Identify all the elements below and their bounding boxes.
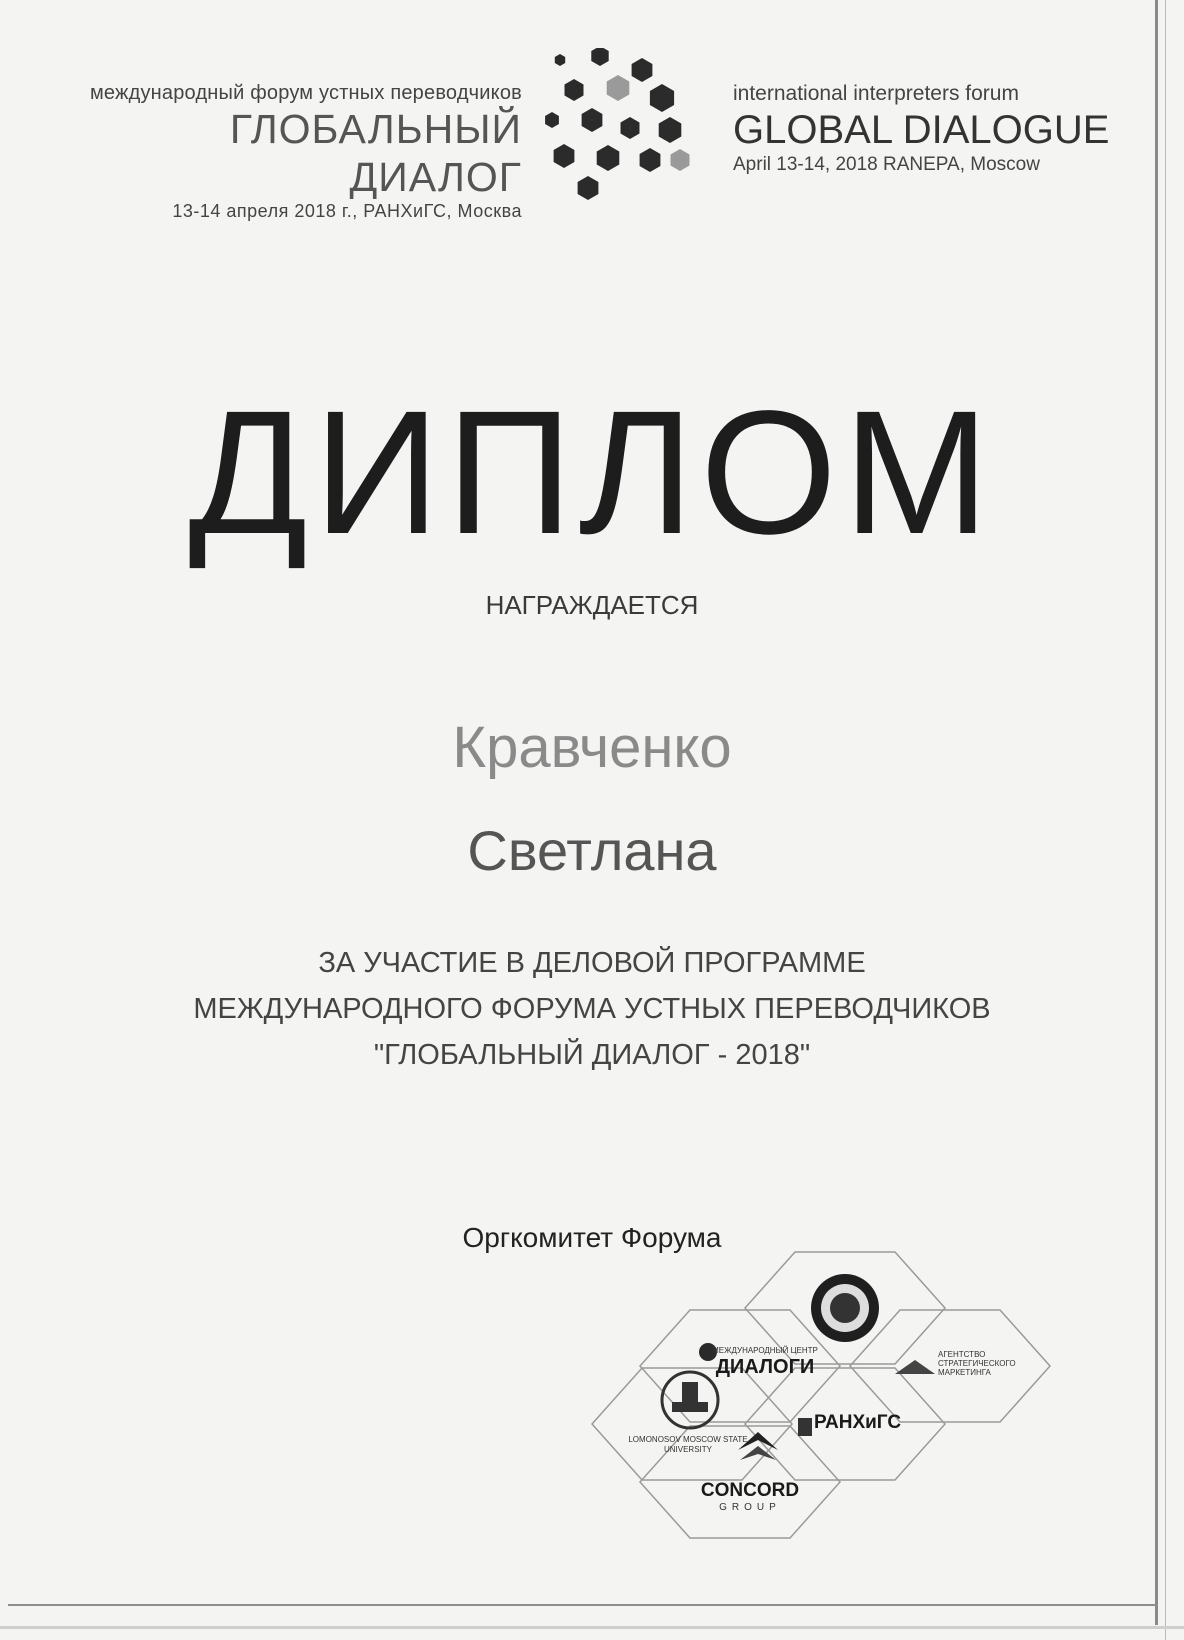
header-ru-date: 13-14 апреля 2018 г., РАНХиГС, Москва [172,201,522,221]
partner-logos [590,1250,1070,1580]
frame-line-right [1155,0,1158,1625]
dialogi-subtitle: МЕЖДУНАРОДНЫЙ ЦЕНТР [712,1346,818,1355]
forum-hexagon-logo-icon [530,48,710,208]
organizing-committee-signature: Оргкомитет Форума [462,1222,722,1253]
logo-hexagon-cell [659,117,682,143]
frame-line-bottom [8,1604,1158,1606]
logo-hexagon-cell [565,79,584,101]
logo-hexagon-cell [545,112,559,128]
reason-line-2: МЕЖДУНАРОДНОГО ФОРУМА УСТНЫХ ПЕРЕВОДЧИКОВ [193,993,991,1025]
logo-hexagon-cell [597,145,620,171]
recipient-surname: Кравченко [452,715,732,780]
header-ru-subtitle: международный форум устных переводчиков [89,82,522,104]
logo-hexagon-cell [632,58,653,82]
logo-hexagon-cell [591,48,608,66]
logo-hexagon-cell [671,149,690,171]
dialogi-name: ДИАЛОГИ [715,1356,815,1378]
awarded-label: НАГРАЖДАЕТСЯ [485,590,699,620]
logo-hexagon-cell [607,75,630,101]
logo-hexagon-cell [582,108,603,132]
frame-line-bottom-outer [0,1626,1184,1629]
header-en-subtitle: international interpreters forum [733,82,1019,105]
logo-hexagon-cell [555,54,565,66]
logo-hexagon-cell [621,117,640,139]
ranepa-logo-icon [798,1418,812,1436]
logo-hexagon-cell [640,148,661,172]
header-russian [70,82,522,222]
header-ru-title: ГЛОБАЛЬНЫЙ ДИАЛОГ [229,106,522,200]
agency-name: АГЕНТСТВО СТРАТЕГИЧЕСКОГО МАРКЕТИНГА [938,1350,1016,1377]
reason-line-3: "ГЛОБАЛЬНЫЙ ДИАЛОГ - 2018" [373,1039,811,1071]
award-reason [0,940,1184,1078]
concord-subtitle: GROUP [719,1502,781,1513]
agency-logo-icon [895,1360,935,1374]
logo-hexagon-cell [578,176,599,200]
logo-hexagon-cell [554,144,575,168]
ranepa-name: РАНХиГС [814,1412,902,1433]
concord-name: CONCORD [700,1480,800,1501]
header-en-title: GLOBAL DIALOGUE [733,108,1110,152]
logo-hexagon-cell [650,84,674,112]
recipient-first-name: Светлана [467,819,717,882]
diploma-title: ДИПЛОМ [188,375,996,571]
header-en-date: April 13-14, 2018 RANEPA, Moscow [733,154,1040,175]
msu-name: LOMONOSOV MOSCOW STATE UNIVERSITY [628,1435,748,1454]
reason-line-1: ЗА УЧАСТИЕ В ДЕЛОВОЙ ПРОГРАММЕ [318,947,866,979]
header-english [733,82,1133,176]
